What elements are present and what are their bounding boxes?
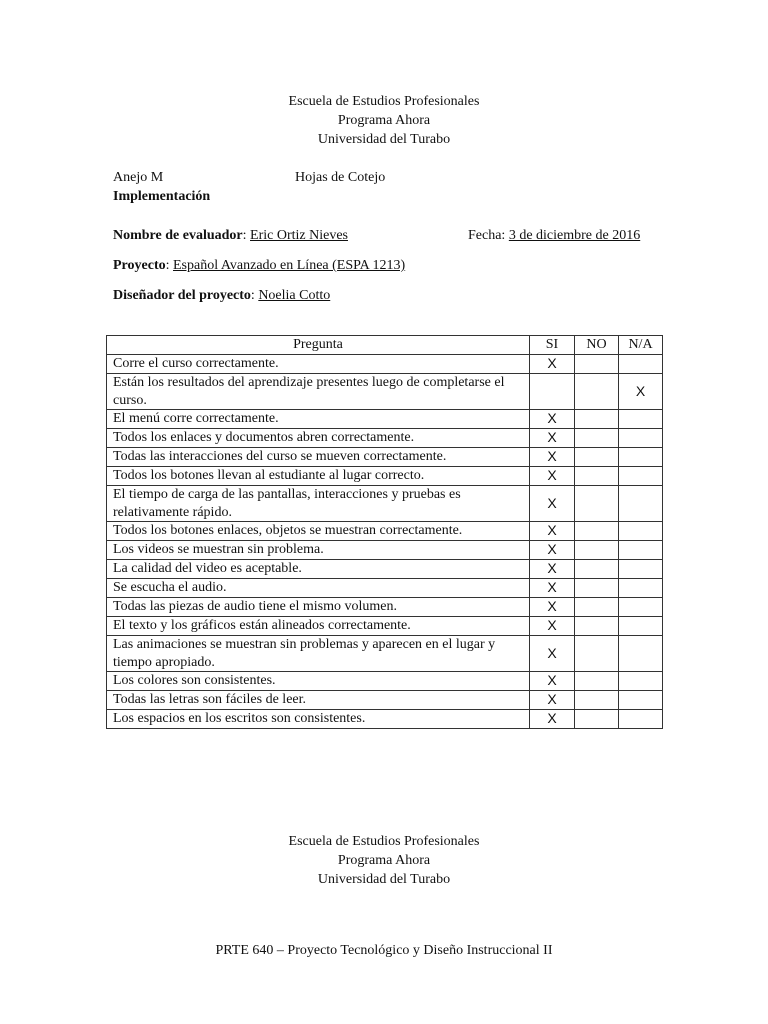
table-row [107,598,663,617]
designer-line: Diseñador del proyecto: Noelia Cotto [113,288,331,303]
no-cell [575,691,619,710]
no-cell [575,467,619,486]
checklist-table [106,335,663,729]
na-cell [619,541,663,560]
question-cell: El texto y los gráficos están alineados correctamente. [107,617,530,636]
table-row [107,636,663,672]
question-cell: Todos los enlaces y documentos abren correctamente. [107,429,530,448]
si-cell: X [530,710,575,729]
no-cell [575,410,619,429]
no-cell [575,541,619,560]
question-cell: Todas las interacciones del curso se mueven correctamente. [107,448,530,467]
si-cell: X [530,598,575,617]
date-value: 3 de diciembre de 2016 [508,228,641,243]
si-cell: X [530,467,575,486]
na-cell [619,598,663,617]
si-cell: X [530,560,575,579]
si-cell: X [530,617,575,636]
evaluator-line: Nombre de evaluador: Eric Ortiz Nieves [113,228,348,243]
table-row [107,560,663,579]
table-row [107,429,663,448]
question-cell: Todas las letras son fáciles de leer. [107,691,530,710]
date-label: Fecha: [468,228,506,243]
na-cell [619,617,663,636]
no-cell [575,636,619,672]
question-cell: El tiempo de carga de las pantallas, interacciones y pruebas es relativamente rápido. [107,486,530,522]
question-cell: La calidad del video es aceptable. [107,560,530,579]
project-value: Español Avanzado en Línea (ESPA 1213) [173,258,406,273]
evaluator-value: Eric Ortiz Nieves [250,228,348,243]
no-cell [575,710,619,729]
table-row [107,691,663,710]
na-cell [619,672,663,691]
question-cell: Están los resultados del aprendizaje presentes luego de completarse el curso. [107,374,530,410]
si-cell: X [530,636,575,672]
question-cell: Las animaciones se muestran sin problemas y aparecen en el lugar y tiempo apropiado. [107,636,530,672]
no-cell [575,672,619,691]
table-row [107,672,663,691]
question-cell: Los espacios en los escritos son consistentes. [107,710,530,729]
footer-university-name: Universidad del Turabo [317,872,451,887]
si-cell: X [530,672,575,691]
table-row [107,486,663,522]
table-row [107,541,663,560]
table-header-row [107,336,663,355]
table-row [107,710,663,729]
question-cell: Todos los botones llevan al estudiante al lugar correcto. [107,467,530,486]
annex-title: Hojas de Cotejo [295,170,386,185]
designer-value: Noelia Cotto [258,288,331,303]
table-row [107,355,663,374]
na-cell [619,429,663,448]
header-pregunta: Pregunta [107,336,530,355]
no-cell [575,522,619,541]
question-cell: Todos los botones enlaces, objetos se muestran correctamente. [107,522,530,541]
question-cell: Los colores son consistentes. [107,672,530,691]
na-cell [619,355,663,374]
header-no: NO [575,336,619,355]
document-footer [0,832,768,889]
na-cell [619,710,663,729]
na-cell [619,410,663,429]
no-cell [575,617,619,636]
table-row [107,410,663,429]
evaluator-label: Nombre de evaluador [113,228,243,243]
table-row [107,579,663,598]
si-cell: X [530,410,575,429]
si-cell: X [530,579,575,598]
table-row [107,522,663,541]
designer-label: Diseñador del proyecto [113,288,251,303]
na-cell [619,486,663,522]
no-cell [575,448,619,467]
si-cell: X [530,691,575,710]
na-cell [619,560,663,579]
header-na: N/A [619,336,663,355]
si-cell: X [530,448,575,467]
university-name: Universidad del Turabo [317,132,451,147]
course-title: PRTE 640 – Proyecto Tecnológico y Diseño Instruccional II [215,943,553,958]
si-cell: X [530,355,575,374]
table-row [107,374,663,410]
na-cell: X [619,374,663,410]
si-cell: X [530,429,575,448]
si-cell [530,374,575,410]
course-title-block [0,941,768,960]
na-cell [619,579,663,598]
section-title: Implementación [113,189,211,204]
school-name: Escuela de Estudios Profesionales [288,94,480,109]
table-row [107,467,663,486]
header-si: SI [530,336,575,355]
na-cell [619,636,663,672]
no-cell [575,579,619,598]
no-cell [575,355,619,374]
no-cell [575,374,619,410]
table-row [107,448,663,467]
program-name: Programa Ahora [337,113,431,128]
annex-label: Anejo M [113,170,164,185]
no-cell [575,560,619,579]
si-cell: X [530,541,575,560]
na-cell [619,691,663,710]
document-header [0,92,768,149]
footer-program-name: Programa Ahora [337,853,431,868]
question-cell: Todas las piezas de audio tiene el mismo volumen. [107,598,530,617]
table-row [107,617,663,636]
question-cell: Corre el curso correctamente. [107,355,530,374]
footer-school-name: Escuela de Estudios Profesionales [288,834,480,849]
si-cell: X [530,522,575,541]
na-cell [619,522,663,541]
question-cell: Se escucha el audio. [107,579,530,598]
question-cell: Los videos se muestran sin problema. [107,541,530,560]
na-cell [619,467,663,486]
date-line [468,226,640,245]
project-line: Proyecto: Español Avanzado en Línea (ESPA 1213) [113,258,406,273]
project-label: Proyecto [113,258,166,273]
no-cell [575,486,619,522]
si-cell: X [530,486,575,522]
no-cell [575,598,619,617]
na-cell [619,448,663,467]
no-cell [575,429,619,448]
question-cell: El menú corre correctamente. [107,410,530,429]
